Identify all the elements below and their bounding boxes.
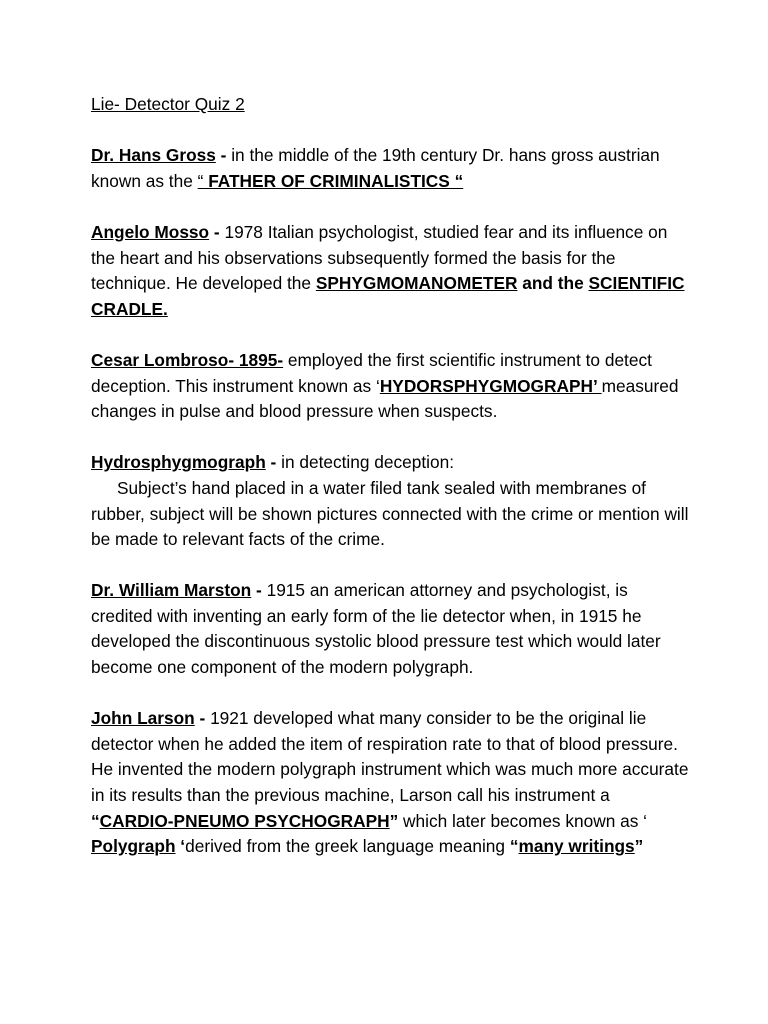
separator: - — [194, 708, 211, 729]
quote-mark: ” — [634, 836, 644, 857]
quote-mark: “ — [509, 836, 519, 857]
document-title — [91, 92, 691, 118]
highlight-polygraph: Polygraph — [91, 836, 176, 857]
highlight-many-writings: many writings — [518, 836, 635, 857]
quote-mark: ” — [389, 810, 399, 831]
text: derived from the greek language meaning — [185, 836, 510, 857]
text: in the middle of the 19th century Dr. hans gross austrian known as the — [91, 145, 660, 191]
text: which later becomes known as ‘ — [398, 810, 648, 831]
quote-mark: ‘ — [175, 836, 186, 857]
text: 1915 an american attorney and psychologist, is credited with inventing an early form of the lie detector when, in 1915 he developed the discontinuous systolic blood pressure test which would later become one component of the modern polygraph. — [91, 580, 661, 678]
title-text: Lie- Detector Quiz 2 — [91, 94, 245, 114]
paragraph-william-marston — [91, 578, 691, 680]
highlight-sphygmomanometer: SPHYGMOMANOMETER — [315, 273, 518, 294]
document-page — [91, 92, 691, 885]
separator: - — [251, 580, 267, 601]
highlight-hydorsphygmograph: HYDORSPHYGMOGRAPH’ — [379, 375, 602, 396]
name-hans-gross: Dr. Hans Gross — [91, 145, 216, 166]
highlight-cardio-pneumo-psychograph: CARDIO-PNEUMO PSYCHOGRAPH — [99, 810, 390, 831]
quote-mark: “ — [197, 170, 204, 191]
text: Subject’s hand placed in a water filed tank sealed with membranes of rubber, subject will be shown pictures connected with the crime or mention will be made to relevant facts of the crime. — [91, 477, 689, 550]
name-angelo-mosso: Angelo Mosso — [91, 221, 210, 242]
name-hydrosphygmograph: Hydrosphygmograph — [91, 452, 266, 473]
name-william-marston: Dr. William Marston — [91, 580, 252, 601]
separator: - — [265, 452, 282, 473]
separator: - — [215, 145, 232, 166]
paragraph-hans-gross — [91, 143, 691, 194]
separator: - — [209, 221, 225, 242]
text: employed the first scientific instrument to detect deception. This instrument known as ‘ — [91, 349, 652, 396]
highlight-scientific-cradle: SCIENTIFIC CRADLE. — [91, 273, 685, 319]
text-and-the: and the — [517, 273, 589, 294]
quote-mark: “ — [91, 810, 100, 831]
highlight-father-of-criminalistics: FATHER OF CRIMINALISTICS “ — [203, 170, 464, 191]
paragraph-john-larson — [91, 706, 691, 860]
text: in detecting deception: — [281, 452, 455, 473]
name-cesar-lombroso: Cesar Lombroso- 1895- — [91, 349, 284, 370]
paragraph-hydrosphygmograph — [91, 450, 691, 552]
text: measured changes in pulse and blood pressure when suspects. — [91, 375, 679, 422]
text: 1921 developed what many consider to be the original lie detector when he added the item of respiration rate to that of blood pressure. He invented the modern polygraph instrument which was much more accurate in its results than the previous machine, Larson call his instrument a — [91, 708, 689, 806]
text: 1978 Italian psychologist, studied fear and its influence on the heart and his observations subsequently formed the basis for the technique. He developed the — [91, 221, 668, 294]
paragraph-angelo-mosso — [91, 220, 691, 322]
name-john-larson: John Larson — [91, 708, 195, 729]
paragraph-cesar-lombroso — [91, 348, 691, 425]
